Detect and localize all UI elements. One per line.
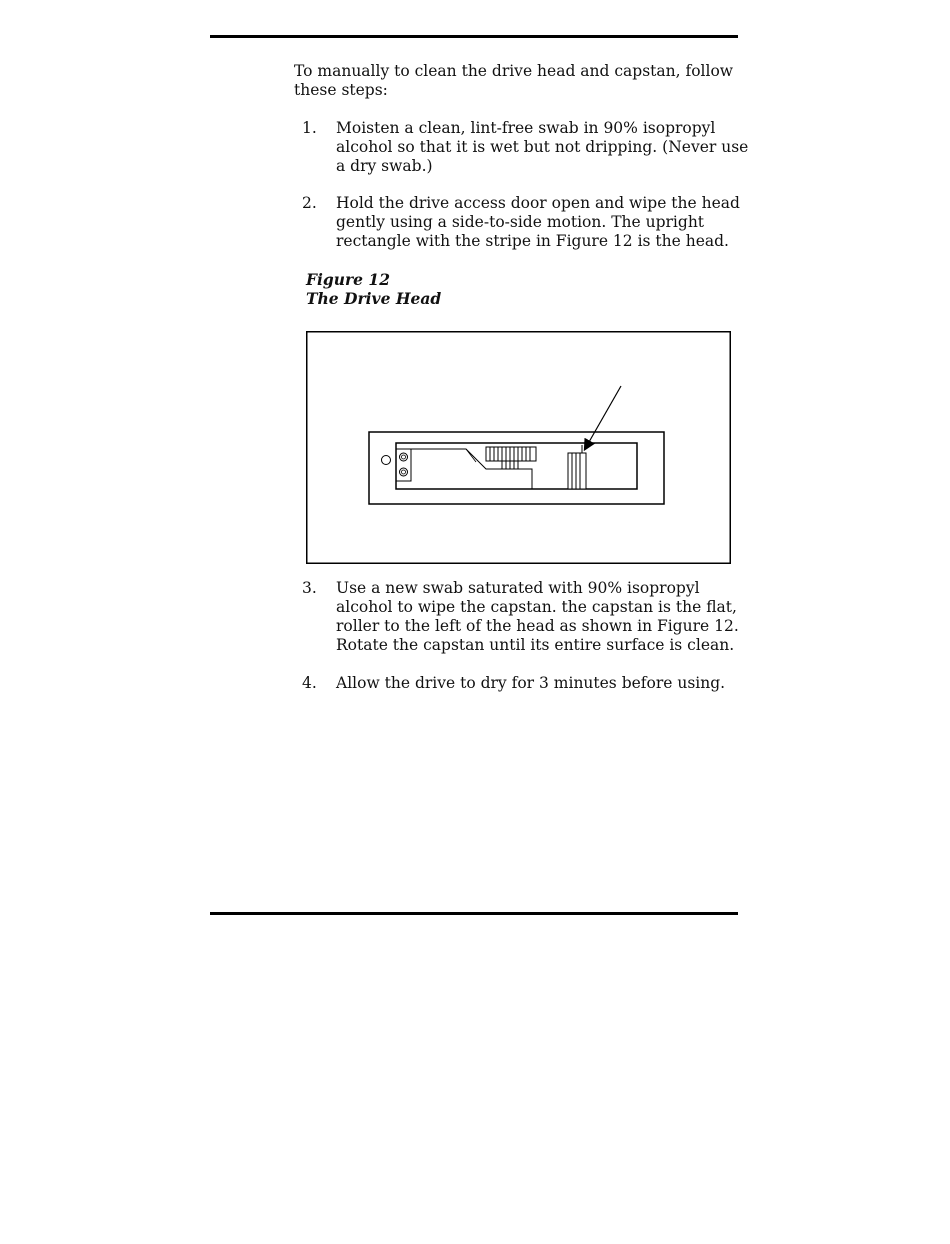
screw (402, 455, 406, 459)
step-number: 4. (302, 674, 317, 692)
step-line: Allow the drive to dry for 3 minutes before using. (336, 674, 726, 692)
mounting-hole (382, 456, 391, 465)
step-line: alcohol to wipe the capstan. the capstan is the flat, (336, 598, 737, 616)
step-line: alcohol so that it is wet but not dripping. (Never use (336, 138, 749, 156)
bottom-rule (210, 912, 738, 915)
step-line: rectangle with the stripe in Figure 12 is the head. (336, 232, 729, 250)
pointer-arrow (585, 386, 621, 449)
step-number: 2. (302, 194, 317, 212)
drive-head (568, 445, 586, 489)
step-text (336, 119, 748, 176)
intro-paragraph (294, 62, 733, 100)
step-number: 3. (302, 579, 317, 597)
step-number: 1. (302, 119, 317, 137)
step-line: a dry swab.) (336, 157, 433, 175)
screw (400, 468, 408, 476)
drive-head-figure (306, 331, 731, 564)
step-line: roller to the left of the head as shown in Figure 12. (336, 617, 739, 635)
screw (402, 470, 406, 474)
figure-title: The Drive Head (306, 289, 442, 308)
step-line: Rotate the capstan until its entire surface is clean. (336, 636, 735, 654)
step-line: Moisten a clean, lint-free swab in 90% isopropyl (336, 119, 716, 137)
figure-label: Figure 12 (306, 270, 390, 289)
step-text (336, 579, 739, 655)
figure-caption (306, 270, 441, 308)
step-line: Hold the drive access door open and wipe the head (336, 194, 740, 212)
capstan-roller (486, 447, 536, 469)
intro-line: these steps: (294, 81, 388, 99)
top-rule (210, 35, 738, 38)
step-text (336, 674, 725, 693)
step-line: Use a new swab saturated with 90% isopropyl (336, 579, 700, 597)
step-line: gently using a side-to-side motion. The upright (336, 213, 705, 231)
intro-line: To manually to clean the drive head and capstan, follow (294, 62, 734, 80)
step-text (336, 194, 740, 251)
screw (400, 453, 408, 461)
